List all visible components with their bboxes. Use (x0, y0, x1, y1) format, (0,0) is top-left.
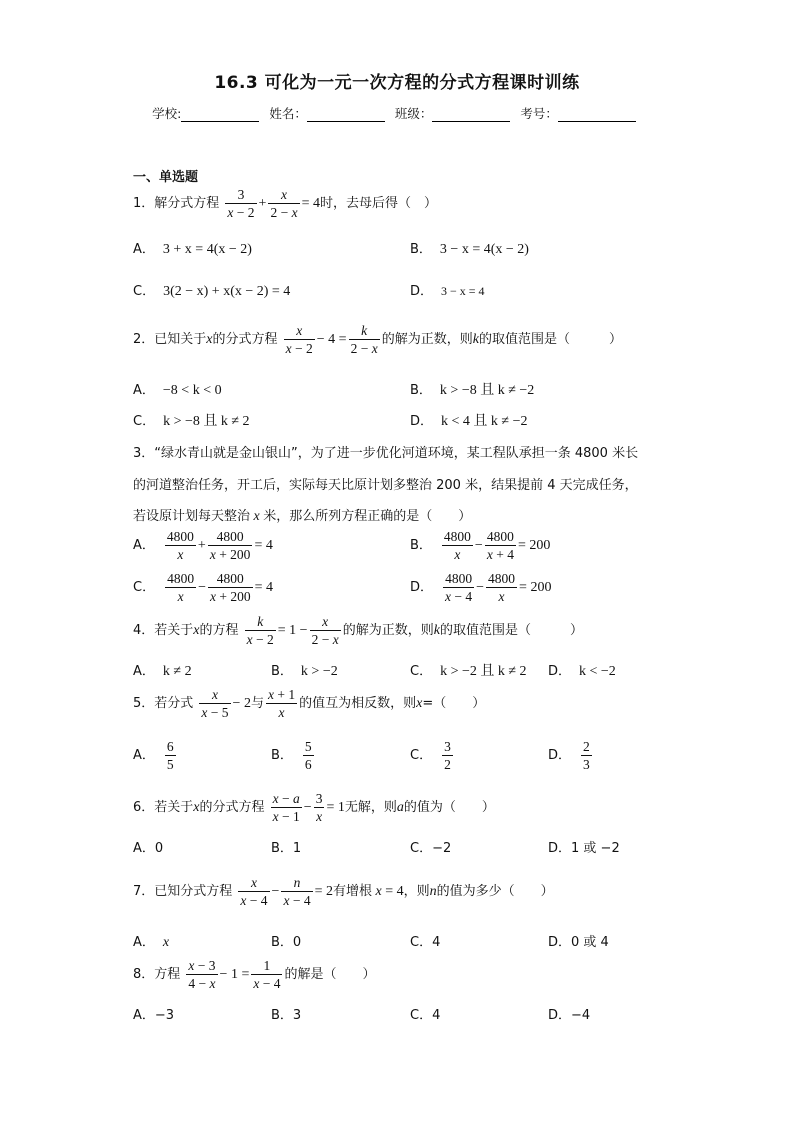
question-5: 5．若分式 $\frac{x}{x - 5}$ − 2与 $\frac{x + 1}{x}$ 的值互为相反数，则x=（ ） (133, 687, 486, 720)
question-8: 8．方程 $\frac{x - 3}{4 - x}$ − 1 = $\frac{1}{x - 4}$ 的解是（ ） (133, 958, 376, 991)
q3-option-c[interactable]: C． $\frac{4800}{x}$ − $\frac{4800}{x + 200}$ = 4 (133, 571, 274, 604)
q2-fraction-2: $\frac{k}{2 - x}$ (350, 323, 378, 356)
q8-option-a[interactable]: A．−3 (133, 1008, 175, 1023)
q5-option-d[interactable]: D． $\frac{2}{3}$ (548, 739, 590, 772)
q1-fraction-1: $\frac{3}{x - 2}$ (227, 187, 255, 220)
q6-option-b[interactable]: B．1 (271, 841, 302, 856)
q8-option-c[interactable]: C．4 (410, 1008, 441, 1023)
q3-option-d[interactable]: D． $\frac{4800}{x - 4}$ − $\frac{4800}{x}$ = 200 (410, 571, 552, 604)
q2-option-b[interactable]: B． k > −8 且 k ≠ −2 (410, 383, 535, 398)
q2-option-c[interactable]: C． k > −8 且 k ≠ 2 (133, 414, 250, 429)
q2-option-d[interactable]: D． k < 4 且 k ≠ −2 (410, 414, 528, 429)
q5-option-c[interactable]: C． $\frac{3}{2}$ (410, 739, 451, 772)
q8-option-d[interactable]: D．−4 (548, 1008, 591, 1023)
question-6: 6．若关于x的分式方程 $\frac{x - a}{x - 1}$ − $\frac{3}{x}$ = 1无解，则a的值为（ ） (133, 791, 495, 824)
q4-option-b[interactable]: B． k > −2 (271, 664, 338, 679)
q4-option-a[interactable]: A． k ≠ 2 (133, 664, 192, 679)
school-label: 学校: (152, 106, 182, 121)
q3-option-a[interactable]: A． $\frac{4800}{x}$ + $\frac{4800}{x + 200}$ = 4 (133, 529, 273, 562)
q2-stem: 2．已知关于 (133, 332, 207, 347)
q1-stem-end: 时，去母后得（ ） (319, 196, 437, 211)
question-3-line-1: 3．“绿水青山就是金山银山”，为了进一步优化河道环境，某工程队承担一条 4800 米长 (133, 446, 639, 461)
student-info-line (0, 104, 794, 122)
q8-option-b[interactable]: B．3 (271, 1008, 302, 1023)
q2-stem-end: 的解为正数，则 (381, 332, 473, 347)
question-3-line-2: 的河道整治任务，开工后，实际每天比原计划多整治 200 米，结果提前 4 天完成任务， (133, 478, 638, 493)
question-3-line-3: 若设原计划每天整治 x 米，那么所列方程正确的是（ ） (133, 509, 472, 524)
q5-option-b[interactable]: B． $\frac{5}{6}$ (271, 739, 312, 772)
q1-option-d[interactable]: D． 3 − x = 4 (410, 284, 485, 299)
q2-stem-end-2: 的取值范围是（ ） (478, 332, 622, 347)
page-title: 16.3 可化为一元一次方程的分式方程课时训练 (214, 73, 580, 93)
question-4: 4．若关于x的方程 $\frac{k}{x - 2}$ = 1 − $\frac{x}{2 - x}$ 的解为正数，则k的取值范围是（ ） (133, 614, 583, 647)
q1-option-b[interactable]: B． 3 − x = 4(x − 2) (410, 242, 529, 257)
q6-option-c[interactable]: C．−2 (410, 841, 452, 856)
q1-option-a[interactable]: A． 3 + x = 4(x − 2) (133, 242, 252, 257)
q1-option-c[interactable]: C． 3(2 − x) + x(x − 2) = 4 (133, 284, 291, 299)
number-label: 考号： (520, 106, 558, 121)
q6-option-d[interactable]: D．1 或 −2 (548, 841, 620, 856)
q7-option-c[interactable]: C．4 (410, 935, 441, 950)
number-blank[interactable] (558, 109, 636, 122)
q6-option-a[interactable]: A．0 (133, 841, 164, 856)
question-1: 1．解分式方程 $\frac{3}{x - 2}$ + $\frac{x}{2 - x}$ = 4时，去母后得（ ） (133, 187, 437, 220)
class-label: 班级： (394, 106, 433, 121)
q1-stem: 1．解分式方程 (133, 196, 220, 211)
q2-stem-mid: 的分式方程 (212, 332, 278, 347)
question-7: 7．已知分式方程 $\frac{x}{x - 4}$ − $\frac{n}{x - 4}$ = 2有增根 x = 4，则n的值为多少（ ） (133, 875, 554, 908)
school-blank[interactable] (181, 109, 259, 122)
question-2: 2．已知关于x的分式方程 $\frac{x}{x - 2}$ − 4 = $\frac{k}{2 - x}$ 的解为正数，则k的取值范围是（ ） (133, 323, 622, 356)
q4-option-c[interactable]: C． k > −2 且 k ≠ 2 (410, 664, 527, 679)
q7-option-a[interactable]: A． x (133, 935, 170, 950)
q1-fraction-2: $\frac{x}{2 - x}$ (270, 187, 298, 220)
q2-fraction-1: $\frac{x}{x - 2}$ (285, 323, 313, 356)
name-label: 姓名： (269, 106, 307, 121)
name-blank[interactable] (307, 109, 385, 122)
q7-option-b[interactable]: B．0 (271, 935, 302, 950)
q4-option-d[interactable]: D． k < −2 (548, 664, 616, 679)
class-blank[interactable] (432, 109, 510, 122)
section-heading: 一、单选题 (133, 170, 199, 185)
q5-option-a[interactable]: A． $\frac{6}{5}$ (133, 739, 174, 772)
q7-option-d[interactable]: D．0 或 4 (548, 935, 609, 950)
q3-option-b[interactable]: B． $\frac{4800}{x}$ − $\frac{4800}{x + 4}$ = 200 (410, 529, 551, 562)
q2-option-a[interactable]: A． −8 < k < 0 (133, 383, 222, 398)
